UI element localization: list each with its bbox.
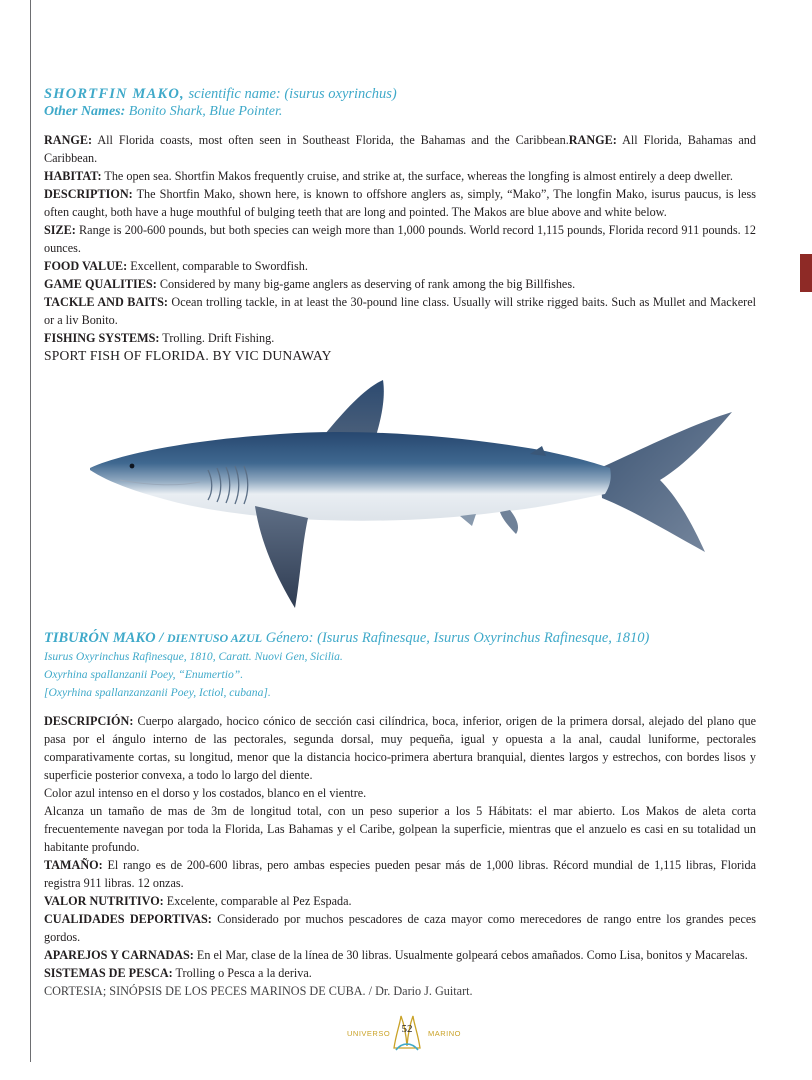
spanish-section [44, 628, 756, 1000]
english-body [44, 131, 756, 364]
other-names [44, 103, 756, 121]
habitat-label: HABITAT: [44, 169, 102, 183]
spanish-genus: Género: (Isurus Rafinesque, Isurus Oxyrinchus Rafinesque, 1810) [262, 630, 650, 646]
aparejos-label: APAREJOS Y CARNADAS: [44, 948, 194, 962]
range-text: All Florida coasts, most often seen in Southeast Florida, the Bahamas and the Caribbean. [92, 133, 569, 147]
habitat-paragraph [44, 167, 756, 185]
habitat-es-paragraph [44, 802, 756, 856]
cualidades-text: Considerado por muchos pescadores de caza mayor como merecedores de rango entre los grandes peces gordos. [44, 912, 756, 944]
english-section [44, 85, 756, 364]
tackle-paragraph [44, 293, 756, 329]
descripcion-label: DESCRIPCIÓN: [44, 714, 134, 728]
spanish-credit: CORTESIA; SINÓPSIS DE LOS PECES MARINOS DE CUBA. / Dr. Dario J. Guitart. [44, 984, 473, 998]
spanish-title [44, 628, 756, 648]
description-text: The Shortfin Mako, shown here, is known to offshore anglers as, simply, “Mako”, The longfin Mako, isurus paucus, is less often caught, both have a huge mouthful of bulging teeth that are long and pointed. The Makos are blue above and white below. [44, 187, 756, 219]
species-title [44, 85, 756, 103]
fishing-systems-paragraph [44, 329, 756, 347]
size-text: Range is 200-600 pounds, but both species can weigh more than 1,000 pounds. World record 1,115 pounds, Florida record 911 pounds. 12 ounces. [44, 223, 756, 255]
tamano-text: El rango es de 200-600 libras, pero ambas especies pueden pesar más de 1,000 libras. Récord mundial de 1,115 libras, Florida registra 911 libras. 12 onzas. [44, 858, 756, 890]
valor-nutritivo-text: Excelente, comparable al Pez Espada. [163, 894, 352, 908]
range-text-2: All Florida, Bahamas and Caribbean. [44, 133, 756, 165]
page-number: 52 [401, 1023, 413, 1035]
description-paragraph [44, 185, 756, 221]
sistemas-label: SISTEMAS DE PESCA: [44, 966, 173, 980]
food-value-paragraph [44, 257, 756, 275]
fishing-systems-text: Trolling. Drift Fishing. [159, 331, 275, 345]
food-value-label: FOOD VALUE: [44, 259, 128, 273]
range-label: RANGE: [44, 133, 93, 147]
food-value-text: Excellent, comparable to Swordfish. [127, 259, 308, 273]
spanish-species-name: TIBURÓN MAKO / [44, 630, 167, 646]
sistemas-paragraph [44, 964, 756, 982]
habitat-text: The open sea. Shortfin Makos frequently cruise, and strike at, the surface, whereas the longfing is almost entirely a deep dweller. [101, 169, 733, 183]
game-qualities-label: GAME QUALITIES: [44, 277, 157, 291]
color-paragraph [44, 784, 756, 802]
aparejos-text: En el Mar, clase de la línea de 30 libras. Usualmente golpeará cebos amañados. Como Lisa, bonitos y Macarelas. [193, 948, 748, 962]
margin-rule [30, 0, 31, 1062]
page-footer [340, 1010, 480, 1054]
game-qualities-text: Considered by many big-game anglers as deserving of rank among the big Billfishes. [156, 277, 576, 291]
descripcion-paragraph [44, 712, 756, 784]
size-label: SIZE: [44, 223, 76, 237]
description-label: DESCRIPTION: [44, 187, 133, 201]
tamano-label: TAMAÑO: [44, 858, 103, 872]
cualidades-label: CUALIDADES DEPORTIVAS: [44, 912, 212, 926]
footer-brand-left: UNIVERSO [347, 1029, 391, 1038]
tamano-paragraph [44, 856, 756, 892]
range-paragraph [44, 131, 756, 167]
mako-shark-image [80, 370, 750, 620]
descripcion-text: Cuerpo alargado, hocico cónico de sección casi cilíndrica, boca, inferior, origen de la primera dorsal, alejado del plano que pasa por el ángulo interno de las pectorales, segunda dorsal, muy pequeña, igual y opuesta a la anal, caudal luniforme, pectorales comparativamente cortas, su longitud, menor que la distancia hocico-primera abertura branquial, dientes largos y estrechos, con bordes lisos y superficie posterior convexa, a todo lo largo del diente. [44, 714, 756, 782]
size-paragraph [44, 221, 756, 257]
fishing-systems-label: FISHING SYSTEMS: [44, 331, 160, 345]
game-qualities-paragraph [44, 275, 756, 293]
aparejos-paragraph [44, 946, 756, 964]
english-credit: SPORT FISH OF FLORIDA. BY VIC DUNAWAY [44, 348, 332, 363]
sistemas-text: Trolling o Pesca a la deriva. [172, 966, 312, 980]
tackle-text: Ocean trolling tackle, in at least the 30-pound line class. Usually will strike rigged baits. Such as Mullet and Mackerel or a liv Bonito. [44, 295, 756, 327]
section-tab [800, 254, 812, 292]
species-name: SHORTFIN MAKO, [44, 86, 185, 102]
valor-nutritivo-label: VALOR NUTRITIVO: [44, 894, 164, 908]
tackle-label: TACKLE AND BAITS: [44, 295, 168, 309]
range-label-2: RANGE: [568, 133, 617, 147]
synonym-line: [Oxyrhina spallanzanzanii Poey, Ictiol, cubana]. [44, 686, 271, 699]
footer-brand-right: MARINO [428, 1029, 461, 1038]
shark-illustration [80, 370, 750, 620]
other-names-value: Bonito Shark, Blue Pointer. [125, 104, 283, 119]
valor-nutritivo-paragraph [44, 892, 756, 910]
cualidades-paragraph [44, 910, 756, 946]
synonym-line: Oxyrhina spallanzanii Poey, “Enumertio”. [44, 668, 244, 681]
scientific-name: scientific name: (isurus oxyrinchus) [184, 86, 397, 102]
spanish-alt-name: DIENTUSO AZUL [166, 631, 263, 645]
habitat-es-text: Alcanza un tamaño de mas de 3m de longitud total, con un peso superior a los 5 Hábitats: el mar abierto. Los Makos de aleta corta frecuentemente navegan por toda la Florida, Las Bahamas y el Caribe, golpean la superficie, mientras que el anzuelo es casi en su totalidad un habitante profundo. [44, 804, 756, 854]
other-names-label: Other Names: [44, 104, 126, 119]
synonym-line: Isurus Oxyrinchus Rafinesque, 1810, Caratt. Nuovi Gen, Sicilia. [44, 650, 343, 663]
color-text: Color azul intenso en el dorso y los costados, blanco en el vientre. [44, 786, 367, 800]
spanish-body [44, 712, 756, 1000]
